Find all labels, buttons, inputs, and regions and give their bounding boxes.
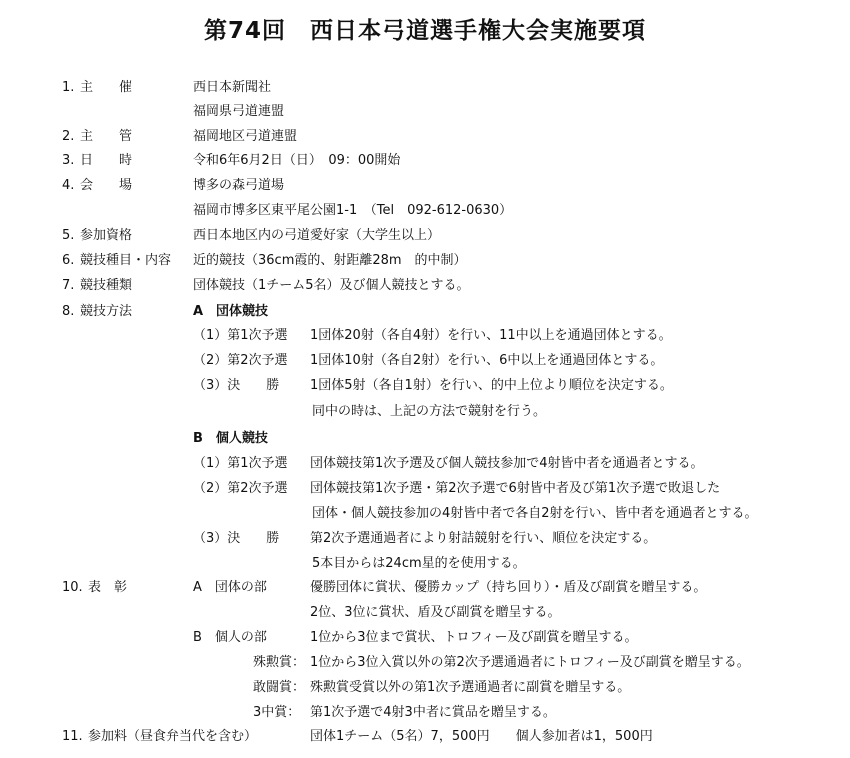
section-1-label: 主 催 bbox=[80, 80, 133, 95]
section-2-number: 2. bbox=[62, 129, 75, 144]
section-7-number: 7. bbox=[62, 278, 75, 293]
section-2-label: 主 管 bbox=[80, 129, 133, 144]
individual-round-2-continued: 団体・個人競技参加の4射皆中者で各自2射を行い、皆中者を通過者とする。 bbox=[312, 506, 758, 521]
award-individual-label: B 個人の部 bbox=[193, 630, 267, 645]
section-5-label: 参加資格 bbox=[80, 228, 133, 243]
team-round-2-text: 1団体10射（各自2射）を行い、6中以上を通過団体とする。 bbox=[310, 353, 664, 368]
section-3-number: 3. bbox=[62, 153, 75, 168]
award-special-3-label: 3中賞： bbox=[253, 705, 301, 720]
team-round-1-text: 1団体20射（各自4射）を行い、11中以上を通過団体とする。 bbox=[310, 328, 672, 343]
organizer-2: 福岡県弓道連盟 bbox=[193, 104, 285, 119]
event-datetime: 令和6年6月2日（日） 09：00開始 bbox=[193, 153, 401, 168]
award-team-label: A 団体の部 bbox=[193, 580, 267, 595]
section-3-label: 日 時 bbox=[80, 153, 133, 168]
individual-final-continued: 5本目からは24cm星的を使用する。 bbox=[312, 556, 526, 571]
entry-fee: 団体1チーム（5名）7，500円 個人参加者は1，500円 bbox=[310, 729, 653, 744]
individual-round-1-label: （1）第1次予選 bbox=[193, 456, 288, 471]
team-final-label: （3）決 勝 bbox=[193, 378, 280, 393]
section-8-number: 8. bbox=[62, 304, 75, 319]
individual-final-text: 第2次予選通過者により射詰競射を行い、順位を決定する。 bbox=[310, 531, 657, 546]
managed-by: 福岡地区弓道連盟 bbox=[193, 129, 298, 144]
page-title: 第74回 西日本弓道選手権大会実施要項 bbox=[203, 18, 646, 44]
award-individual-text: 1位から3位まで賞状、トロフィー及び副賞を贈呈する。 bbox=[310, 630, 638, 645]
section-6-number: 6. bbox=[62, 253, 75, 268]
eligibility: 西日本地区内の弓道愛好家（大学生以上） bbox=[193, 228, 441, 243]
section-5-number: 5. bbox=[62, 228, 75, 243]
section-4-label: 会 場 bbox=[80, 178, 133, 193]
section-11-number: 11. bbox=[62, 729, 83, 744]
award-team-line-2: 2位、3位に賞状、盾及び副賞を贈呈する。 bbox=[310, 605, 561, 620]
award-special-2-text: 殊勲賞受賞以外の第1次予選通過者に副賞を贈呈する。 bbox=[310, 680, 631, 695]
award-special-1-text: 1位から3位入賞以外の第2次予選通過者にトロフィー及び副賞を贈呈する。 bbox=[310, 655, 750, 670]
team-round-1-label: （1）第1次予選 bbox=[193, 328, 288, 343]
individual-final-label: （3）決 勝 bbox=[193, 531, 280, 546]
individual-round-1-text: 団体競技第1次予選及び個人競技参加で4射皆中者を通過者とする。 bbox=[310, 456, 704, 471]
section-8-label: 競技方法 bbox=[80, 304, 133, 319]
individual-event-heading: B 個人競技 bbox=[193, 431, 268, 446]
event-types: 団体競技（1チーム5名）及び個人競技とする。 bbox=[193, 278, 470, 293]
venue-name: 博多の森弓道場 bbox=[193, 178, 285, 193]
section-11-label: 参加料（昼食弁当代を含む） bbox=[88, 729, 258, 744]
award-special-1-label: 殊勲賞： bbox=[253, 655, 306, 670]
team-event-heading: A 団体競技 bbox=[193, 304, 269, 319]
section-6-label: 競技種目・内容 bbox=[80, 253, 172, 268]
section-10-number: 10. bbox=[62, 580, 83, 595]
section-7-label: 競技種類 bbox=[80, 278, 133, 293]
team-final-text: 1団体5射（各自1射）を行い、的中上位より順位を決定する。 bbox=[310, 378, 673, 393]
individual-round-2-text: 団体競技第1次予選・第2次予選で6射皆中者及び第1次予選で敗退した bbox=[310, 481, 721, 496]
section-10-label: 表 彰 bbox=[88, 580, 128, 595]
award-team-line-1: 優勝団体に賞状、優勝カップ（持ち回り）・盾及び副賞を贈呈する。 bbox=[310, 580, 707, 595]
award-special-3-text: 第1次予選で4射3中者に賞品を贈呈する。 bbox=[310, 705, 556, 720]
team-round-2-label: （2）第2次予選 bbox=[193, 353, 288, 368]
individual-round-2-label: （2）第2次予選 bbox=[193, 481, 288, 496]
venue-address: 福岡市博多区東平尾公園1-1 （Tel 092-612-0630） bbox=[193, 203, 513, 218]
section-4-number: 4. bbox=[62, 178, 75, 193]
section-1-number: 1. bbox=[62, 80, 75, 95]
award-special-2-label: 敢闘賞： bbox=[253, 680, 306, 695]
team-tie-note: 同中の時は、上記の方法で競射を行う。 bbox=[312, 404, 547, 419]
organizer-1: 西日本新聞社 bbox=[193, 80, 272, 95]
event-content: 近的競技（36cm霞的、射距離28m 的中制） bbox=[193, 253, 467, 268]
